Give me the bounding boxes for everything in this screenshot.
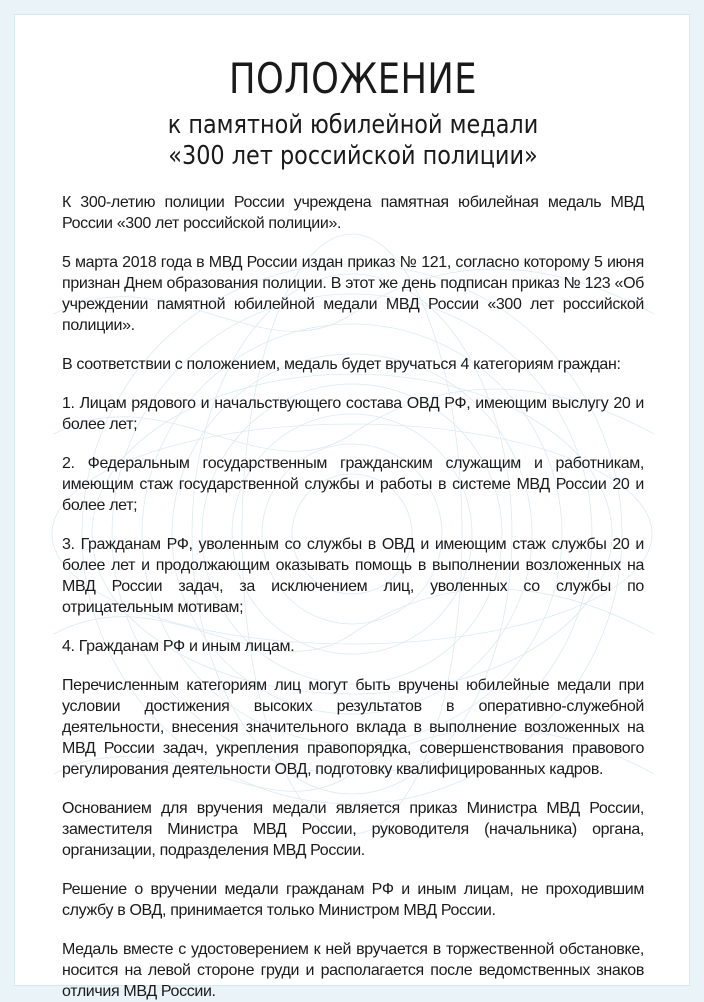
paragraph-category-1: 1. Лицам рядового и начальствующего состава ОВД РФ, имеющим выслугу 20 и более лет; [62,395,644,433]
paragraph-categories-intro: В соответствии с положением, медаль будет вручаться 4 категориям граждан: [62,356,621,373]
paragraph-conditions: Перечисленным категориям лиц могут быть вручены юбилейные медали при условии достижения высоких результатов в оперативно-служебной деятельности, внесения значительного вклада в выполнение возложенных на МВД России задач, укрепления правопорядка, совершенствования правового регулирования деятельности ОВД, подготовку квалифицированных кадров. [62,677,644,778]
paragraph-category-3: 3. Гражданам РФ, уволенным со службы в ОВД и имеющим стаж службы 20 и более лет и продолжающим оказывать помощь в выполнении возложенных на МВД России задач, за исключением лиц, уволенных со службы по отрицательным мотивам; [62,536,644,616]
paragraph-grounds: Основанием для вручения медали является приказ Министра МВД России, заместителя Министра МВД России, руководителя (начальника) органа, организации, подразделения МВД России. [62,800,644,859]
paragraph-wearing: Медаль вместе с удостоверением к ней вручается в торжественной обстановке, носится на левой стороне груди и располагается после ведомственных знаков отличия МВД России. [62,941,644,1000]
paragraph-order: 5 марта 2018 года в МВД России издан приказ № 121, согласно которому 5 июня признан Днем образования полиции. В этот же день подписан приказ № 123 «Об учреждении памятной юбилейной медали МВД России «300 лет российской полиции». [62,254,644,334]
paragraph-category-4: 4. Гражданам РФ и иным лицам. [62,638,295,655]
document-content [14,14,690,1002]
paragraph-intro: К 300-летию полиции России учреждена памятная юбилейная медаль МВД России «300 лет российской полиции». [62,194,644,232]
document-body [62,192,644,1002]
document-subtitle-line-2: «300 лет российской полиции» [168,141,538,171]
paragraph-category-2: 2. Федеральным государственным гражданским служащим и работникам, имеющим стаж государственной службы и работы в системе МВД России 20 и более лет; [62,455,644,514]
document-page [14,14,690,1000]
document-title: ПОЛОЖЕНИЕ [229,54,477,103]
document-subtitle-line-1: к памятной юбилейной медали [167,110,539,140]
paragraph-decision: Решение о вручении медали гражданам РФ и иным лицам, не проходившим службу в ОВД, принимается только Министром МВД России. [62,881,644,919]
